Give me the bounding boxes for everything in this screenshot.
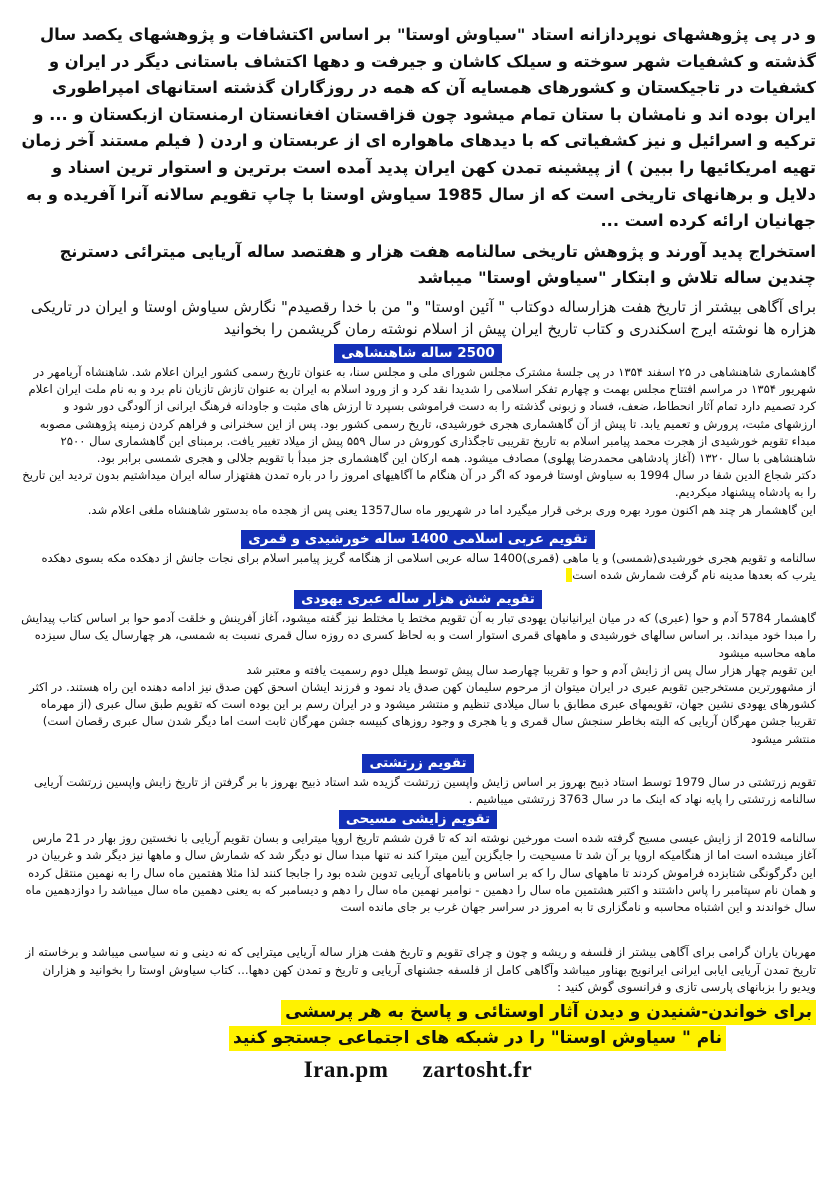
closing-paragraph: مهربان یاران گرامی برای آگاهی بیشتر از فلسفه و ریشه و چون و چرای تقویم و تاریخ هفت هزار ساله آریایی میترایی که نه دینی و نه سیاسی میباشد و برخاسته از تاریخ تمدن آریایی ایابی ایرانی ایرانویج بهناور میباشد وآگاهی کامل از فلسفه جشنهای آریایی و تاریخ و تمدن کهن دهها... کتاب سیاوش اوستا را بخوانید و هزاران ویدیو را بزبانهای پارسی تازی و فرانسوی گوش کنید : bbox=[25, 945, 816, 995]
section-heading: تقویم زایشی مسیحی bbox=[339, 810, 497, 829]
highlight-line bbox=[20, 999, 816, 1025]
section-paragraph: تقویم زرتشتی در سال 1979 توسط استاد ذبیح بهروز بر اساس زایش واپسین زرتشت گزیده شد استاد ذبیح بهروز با بر گرفتن از تاریخ زایش واپسین زرتشت آریایی سالنامه زرتشتی را پایه نهاد که اینک ما در سال 3763 زرتشتی میباشیم . bbox=[34, 774, 816, 806]
section-paragraph bbox=[20, 550, 816, 584]
section-paragraph: این گاهشمار هر چند هم اکنون مورد بهره وری برخی قرار میگیرد اما در شهریور ماه سال1357 یعنی پس از هجده ماه بدستور شاهنشاه ملغی اعلام شد. bbox=[87, 502, 816, 517]
highlight-text: برای خواندن-شنیدن و دیدن آثار اوستائی و پاسخ به هر پرسشی bbox=[281, 1000, 816, 1025]
section-heading-wrap bbox=[20, 342, 816, 363]
section-heading: تقویم زرتشتی bbox=[362, 754, 473, 773]
section-paragraph-text: سالنامه و تقویم هجری خورشیدی(شمسی) و یا ماهی (قمری)1400 ساله عربی اسلامی از هنگامه گریز پیامبر اسلام برای نجات جانش از دهکده مکه بسوی دهکده یثرب که بعدها مدینه نام گرفت شمارش شده است bbox=[41, 550, 816, 582]
section-paragraph: این تقویم چهار هزار سال پس از زایش آدم و حوا و تقریبا چهارصد سال پیش توسط هیلل دوم رسمیت یافته و معتبر شد bbox=[246, 662, 816, 677]
section-heading-wrap bbox=[20, 808, 816, 829]
section-heading-wrap bbox=[20, 528, 816, 549]
section-paragraph: دکتر شجاع الدین شفا در سال 1994 به سیاوش اوستا فرمود که اگر در آن هنگام ما آگاهیهای امروز را در باره تمدن هفتهزار ساله ایران میداشتیم بدون تردید این تاریخ را به پادشاه پیشنهاد میکردیم. bbox=[22, 468, 816, 500]
website-link[interactable]: zartosht.fr bbox=[422, 1056, 533, 1082]
section-heading: تقویم شش هزار ساله عبری یهودی bbox=[294, 590, 542, 609]
lead-paragraph: برای آگاهی بیشتر از تاریخ هفت هزارساله دوکتاب " آئین اوستا" و" من با خدا رقصیدم" نگارش سیاوش اوستا و ایران در تاریکی هزاره ها نوشته ایرج اسکندری و کتاب تاریخ ایران پیش از اسلام نوشته رمان گریشمن را بخوانید bbox=[30, 297, 816, 338]
section-heading: 2500 ساله شاهنشاهی bbox=[334, 344, 502, 363]
intro-summary: استخراج پدید آورند و پژوهش تاریخی سالنامه هفت هزار و هفتصد ساله آریایی میترائی دسترنج چندین ساله تلاش و ابتکار "سیاوش اوستا" میباشد bbox=[59, 241, 816, 288]
section-paragraph: سالنامه 2019 از زایش عیسی مسیح گرفته شده است مورخین نوشته اند که تا قرن ششم تاریخ اروپا میترایی و بسان تقویم آریایی با نخستین روز بهار در 21 مارس آغاز میشده است اما از هنگامیکه اروپا بر آن شد تا مسیحیت را جایگزین آیین میترا کند نه تنها مبدا سال نو دیگر شد که شمارش سال و ماهها نیز دیگر شد و غربیان در این دگرگونگی شتابزده فراموش کردند تا ماههای سال را که بر اساس و بانامهای آریایی تدوین شده بود را جابجا کنند لذا مثلا هفتمین ماه سال را به نهمین منتقل کرده و همان نام سپتامبر را پاس داشتند و اکتبر هشتمین ماه سال را دهمین - نوامبر نهمین ماه سال را دهم و دیسامبر که به یعنی دهمین ماه سال میباشد را دوازدهمین ماه سال خواندند و این اشتباه محاسبه و نامگزاری تا به امروز در سراسر جهان غرب بر جای مانده است bbox=[25, 831, 816, 915]
footer-websites bbox=[20, 1057, 816, 1083]
section-paragraph: گاهشمار 5784 آدم و حوا (عبری) که در میان ایرانیانیان یهودی تبار به آن تقویم مختط یا مختلط نیز گفته میشود، آغاز آفرینش و خلقت آدمو حوا بر اساس کتاب پیدایش را مبدا خود میداند. بر اساس سالهای خورشیدی و ماههای قمری استوار است و به لحاظ کسری ده روزه سال قمری نسبت به شمسی، هر چهارسال یک سال سیزده ماهه محاسبه میشود bbox=[21, 611, 816, 660]
highlight-line bbox=[20, 1025, 816, 1051]
website-link[interactable]: Iran.pm bbox=[303, 1056, 389, 1082]
section-heading-wrap bbox=[20, 752, 816, 773]
section-paragraph: از مشهورترین مستخرجین تقویم عبری در ایران میتوان از مرحوم سلیمان کهن صدق یاد نمود و فرزند ایشان اسحق کهن صدق نیز ادامه دهنده این راه هستند. در اکثر کشورهای یهودی نشین جهان، تقویمهای عبری مطابق با سال میلادی تنظیم و منتشر میشود و در ایران رسم بر این بوده است که تقویم طبق سال عبری (از مهرماه تقریبا جشن مهرگان آریایی که البته بخاطر سنجش سال قمری و یا هجری و وجود روزهای کبیسه جشن مهرگان ثابت است اما دیگر شدن سال عبری رقصان است) منتشر میشود bbox=[29, 679, 816, 746]
intro-paragraph: و در پی پژوهشهای نوپردازانه استاد "سیاوش اوستا" بر اساس اکتشافات و پژوهشهای یکصد سال گذشته و کشفیات شهر سوخته و سیلک کاشان و جیرفت و دهها اکتشاف باستانی دیگر در ایران و کشفیات در تاجیکستان و کشورهای همسایه آن که همه در روزگاران گذشته استانهای امپراطوری ایران بوده اند و نامشان با ستان تمام میشود چون قزاقستان افغانستان ارمنستان ازبکستان و ... و ترکیه و اسرائیل و نیز کشفیاتی که با دیدهای ماهواره ای از عربستان و اردن ( فیلم مستند آخر زمان تهیه امریکائیها را ببین ) از پیشینه تمدن کهن ایران پدید آمده است برترین و استوار ترین اسناد و دلایل و برهانهای تاریخی است که از سال 1985 سیاوش اوستا با چاپ تقویم سالانه آنرا آفریده و به جهانیان ارائه کرده است ... bbox=[21, 25, 816, 231]
section-paragraph: گاهشماری شاهنشاهی در ۲۵ اسفند ۱۳۵۴ در پی جلسهٔ مشترک مجلس شورای ملی و مجلس سنا، به عنوان تاریخ رسمی کشور ایران اعلام شد. شاهنشاه آریامهر در شهریور ۱۳۵۴ در مراسم افتتاح مجلس بهمت و چهارم تفکر اسلامی را شدیدا نقد کرد و از ورود اسلام به ایران به عنوان تازش تازیان نام برد و به نام ملت ایران اعلام کرد تصمیم دارد تمام آثار انحطاط، ضعف، فساد و زبونی گذشته را به دست فراموشی بسپرد تا ارزش های مثبت و جاودانه فرهنگ ایرانی از آلودگی دور شود و ارزشهای مثبت، پرورش و تعمیم یابد. تا پیش از آن گاهشماری هجری خورشیدی، تاریخ رسمی کشور بود. پس از این سخنرانی و فراهم کردن زمینه پژوهشی مصوبه مبداء تقویم خورشیدی از هجرت محمد پیامبر اسلام به تاریخ تقریبی تاجگذاری کوروش در سال ۵۵۹ پیش از میلاد تغییر یافت. برمبنای این گاهشماری سال ۲۵۰۰ شاهنشاهی با سال ۱۳۲۰ (آغاز پادشاهی محمدرضا پهلوی) مصادف میشود. همه ارکان این گاهشماری جز مبدأ با تقویم جلالی و هجری شمسی برابر بود. bbox=[28, 364, 816, 465]
section-heading-wrap bbox=[20, 588, 816, 609]
highlight-text: نام " سیاوش اوستا" را در شبکه های اجتماعی جستجو کنید bbox=[229, 1026, 726, 1051]
section-heading: تقویم عربی اسلامی 1400 ساله خورشیدی و قمری bbox=[241, 530, 595, 549]
